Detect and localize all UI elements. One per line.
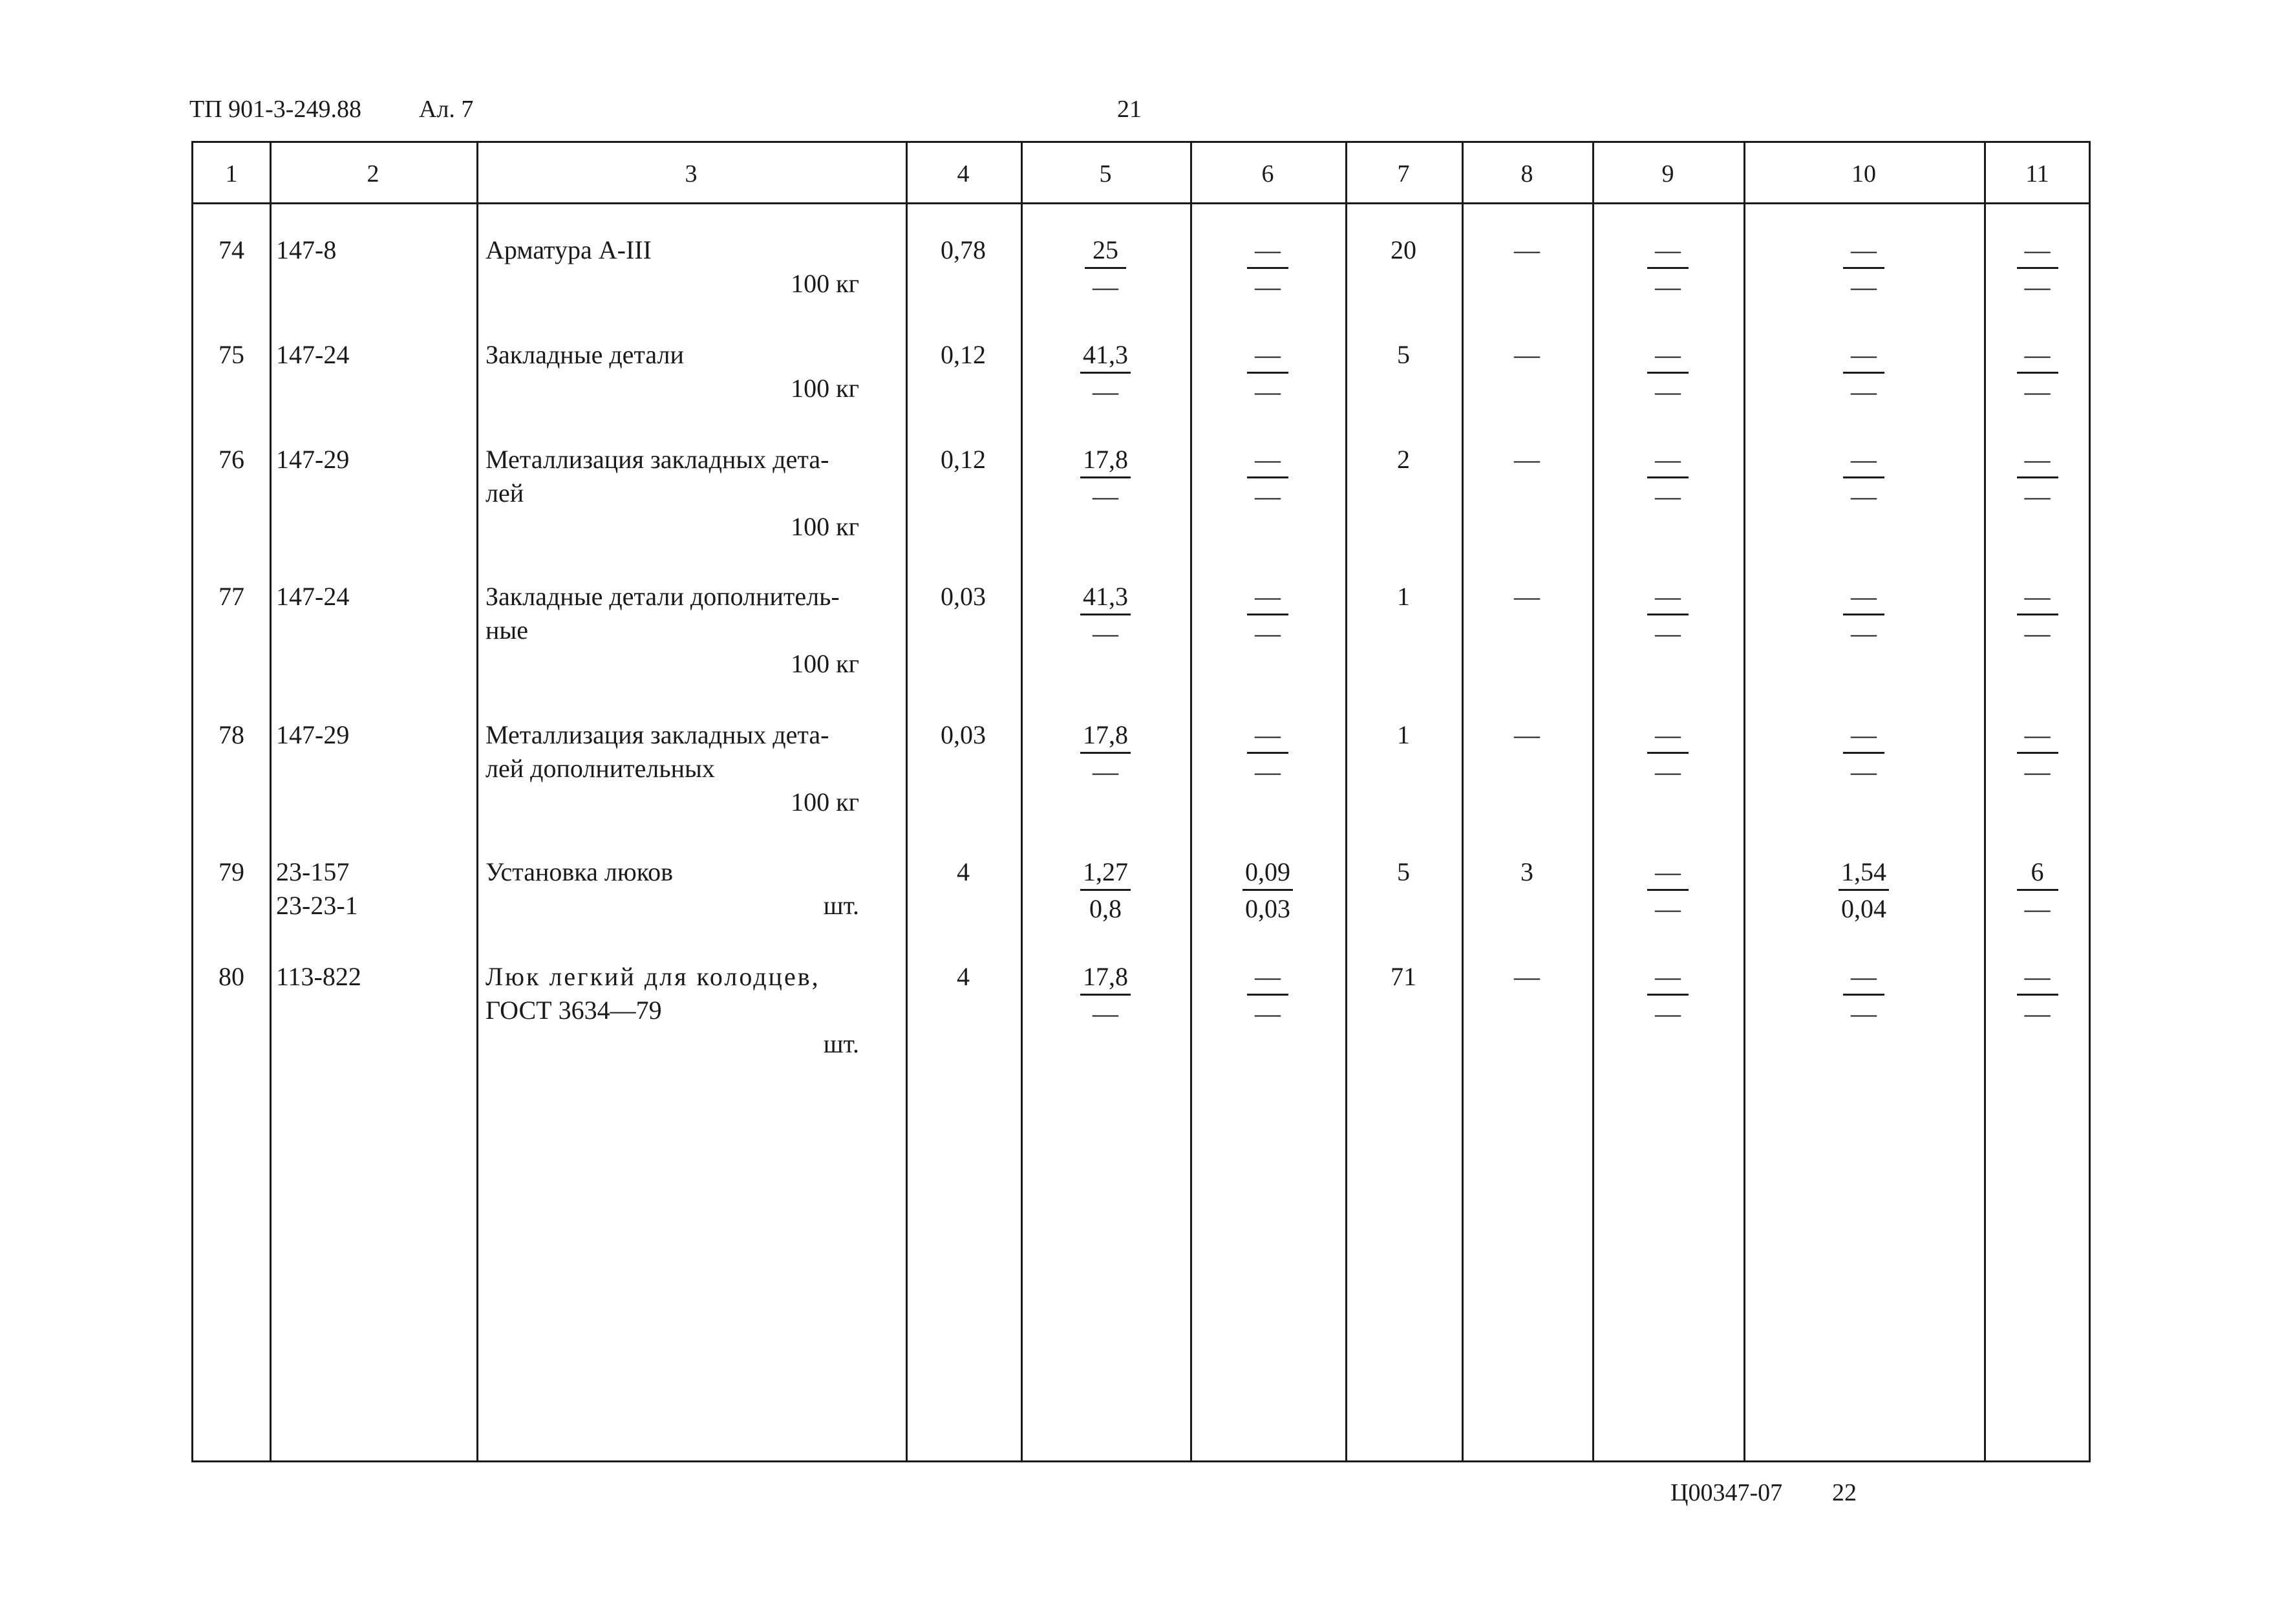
description-line: Металлизация закладных дета- xyxy=(485,445,829,474)
column-divider xyxy=(476,143,478,1460)
norm-code: 113-822 xyxy=(276,962,361,991)
labor-cost-fraction xyxy=(1825,857,1903,924)
total-wage: 3 xyxy=(1520,857,1533,886)
row-number: 79 xyxy=(219,857,244,886)
labor-cost-fraction xyxy=(1825,961,1903,1029)
unit-cost-fraction xyxy=(1067,961,1144,1029)
total-cost: 2 xyxy=(1397,445,1410,474)
wage-fraction xyxy=(1229,444,1306,512)
page-number: 21 xyxy=(1117,96,1142,123)
total-cost: 1 xyxy=(1397,720,1410,749)
labor-cost-fraction-denominator: — xyxy=(1851,482,1877,511)
norm-code: 23-157 xyxy=(276,857,350,886)
norm-code: 147-24 xyxy=(276,582,350,611)
quantity: 0,12 xyxy=(941,445,986,474)
machine-cost-fraction-denominator: — xyxy=(1655,482,1681,511)
total-cost: 5 xyxy=(1397,340,1410,369)
wage-fraction-numerator: — xyxy=(1247,444,1288,478)
norm-code: 147-29 xyxy=(276,445,350,474)
unit-of-measure: 100 кг xyxy=(791,787,859,817)
row-number: 77 xyxy=(219,582,244,611)
column-number: 8 xyxy=(1520,160,1533,187)
labor-cost-fraction xyxy=(1825,720,1903,787)
labor-cost-fraction-numerator: — xyxy=(1843,339,1884,374)
unit-cost-fraction xyxy=(1067,581,1144,649)
unit-cost-fraction-denominator: — xyxy=(1093,999,1118,1028)
column-number: 5 xyxy=(1099,160,1112,187)
description-line: ГОСТ 3634—79 xyxy=(485,996,662,1025)
labor-cost-fraction xyxy=(1825,581,1903,649)
machine-cost-fraction-denominator: — xyxy=(1655,377,1681,406)
machine-cost-fraction-numerator: — xyxy=(1647,235,1689,269)
labor-cost-fraction-numerator: — xyxy=(1843,444,1884,478)
extra-fraction xyxy=(1999,857,2076,924)
total-wage: — xyxy=(1514,445,1540,474)
column-divider xyxy=(270,143,272,1460)
labor-cost-fraction xyxy=(1825,339,1903,407)
machine-cost-fraction xyxy=(1629,857,1707,924)
column-number: 6 xyxy=(1261,160,1274,187)
extra-fraction-denominator: — xyxy=(2024,894,2051,923)
labor-cost-fraction-numerator: 1,54 xyxy=(1839,857,1889,891)
column-divider xyxy=(1190,143,1192,1460)
unit-cost-fraction-numerator: 25 xyxy=(1085,235,1126,269)
document-code: ТП 901-3-249.88 xyxy=(189,96,361,123)
machine-cost-fraction-numerator: — xyxy=(1647,444,1689,478)
column-number: 1 xyxy=(225,160,238,187)
unit-of-measure: 100 кг xyxy=(791,649,859,678)
machine-cost-fraction-denominator: — xyxy=(1655,619,1681,648)
row-number: 80 xyxy=(219,962,244,991)
norm-code: 147-8 xyxy=(276,235,337,264)
column-number: 3 xyxy=(685,160,698,187)
unit-cost-fraction xyxy=(1067,235,1144,303)
description-line: Люк легкий для колодцев, xyxy=(485,962,820,991)
extra-fraction xyxy=(1999,339,2076,407)
unit-cost-fraction xyxy=(1067,339,1144,407)
unit-cost-fraction-numerator: 17,8 xyxy=(1080,720,1131,754)
total-cost: 20 xyxy=(1391,235,1416,264)
extra-fraction-denominator: — xyxy=(2024,272,2051,301)
work-description xyxy=(485,855,899,923)
total-wage: — xyxy=(1514,582,1540,611)
machine-cost-fraction xyxy=(1629,235,1707,303)
unit-cost-fraction xyxy=(1067,444,1144,512)
total-cost: 5 xyxy=(1397,857,1410,886)
quantity: 0,03 xyxy=(941,582,986,611)
machine-cost-fraction-numerator: — xyxy=(1647,961,1689,996)
wage-fraction xyxy=(1229,720,1306,787)
extra-fraction-numerator: 6 xyxy=(2017,857,2058,891)
footer-page-number: 22 xyxy=(1832,1479,1857,1506)
description-line: лей дополнительных xyxy=(485,754,715,783)
total-wage: — xyxy=(1514,720,1540,749)
machine-cost-fraction-denominator: — xyxy=(1655,757,1681,786)
row-number: 75 xyxy=(219,340,244,369)
footer-code: Ц00347-07 xyxy=(1670,1479,1783,1506)
sheet-label: Ал. 7 xyxy=(419,96,474,123)
unit-of-measure: шт. xyxy=(823,891,859,920)
machine-cost-fraction xyxy=(1629,339,1707,407)
extra-fraction-numerator: — xyxy=(2017,581,2058,615)
column-divider xyxy=(1743,143,1745,1460)
description-line: Закладные детали xyxy=(485,340,684,369)
norm-code: 147-29 xyxy=(276,720,350,749)
column-number: 2 xyxy=(367,160,379,187)
labor-cost-fraction-numerator: — xyxy=(1843,581,1884,615)
unit-cost-fraction-numerator: 17,8 xyxy=(1080,961,1131,996)
wage-fraction-numerator: — xyxy=(1247,961,1288,996)
extra-fraction-denominator: — xyxy=(2024,482,2051,511)
wage-fraction-numerator: — xyxy=(1247,581,1288,615)
machine-cost-fraction xyxy=(1629,581,1707,649)
wage-fraction-numerator: — xyxy=(1247,720,1288,754)
wage-fraction-numerator: — xyxy=(1247,235,1288,269)
labor-cost-fraction-denominator: 0,04 xyxy=(1841,894,1886,923)
labor-cost-fraction-denominator: — xyxy=(1851,619,1877,648)
description-line: Арматура А-III xyxy=(485,235,652,264)
wage-fraction xyxy=(1229,235,1306,303)
extra-fraction xyxy=(1999,720,2076,787)
extra-fraction-numerator: — xyxy=(2017,961,2058,996)
labor-cost-fraction-numerator: — xyxy=(1843,961,1884,996)
work-description xyxy=(485,443,899,544)
extra-fraction-denominator: — xyxy=(2024,619,2051,648)
quantity: 0,78 xyxy=(941,235,986,264)
machine-cost-fraction xyxy=(1629,720,1707,787)
labor-cost-fraction-denominator: — xyxy=(1851,377,1877,406)
machine-cost-fraction-numerator: — xyxy=(1647,339,1689,374)
row-number: 76 xyxy=(219,445,244,474)
wage-fraction xyxy=(1229,961,1306,1029)
labor-cost-fraction-numerator: — xyxy=(1843,235,1884,269)
extra-fraction-numerator: — xyxy=(2017,235,2058,269)
quantity: 0,03 xyxy=(941,720,986,749)
total-cost: 71 xyxy=(1391,962,1416,991)
wage-fraction-denominator: — xyxy=(1255,757,1281,786)
unit-of-measure: 100 кг xyxy=(791,512,859,541)
unit-of-measure: шт. xyxy=(823,1029,859,1058)
labor-cost-fraction-denominator: — xyxy=(1851,999,1877,1028)
extra-fraction-numerator: — xyxy=(2017,339,2058,374)
unit-cost-fraction-denominator: — xyxy=(1093,377,1118,406)
column-divider xyxy=(1592,143,1594,1460)
unit-cost-fraction-numerator: 17,8 xyxy=(1080,444,1131,478)
machine-cost-fraction xyxy=(1629,444,1707,512)
unit-cost-fraction-denominator: 0,8 xyxy=(1089,894,1122,923)
column-number: 7 xyxy=(1397,160,1410,187)
extra-fraction-numerator: — xyxy=(2017,444,2058,478)
column-number: 9 xyxy=(1661,160,1674,187)
labor-cost-fraction xyxy=(1825,235,1903,303)
machine-cost-fraction-denominator: — xyxy=(1655,272,1681,301)
labor-cost-fraction-denominator: — xyxy=(1851,272,1877,301)
wage-fraction-numerator: — xyxy=(1247,339,1288,374)
extra-fraction-numerator: — xyxy=(2017,720,2058,754)
wage-fraction xyxy=(1229,339,1306,407)
extra-fraction xyxy=(1999,444,2076,512)
column-number: 11 xyxy=(2025,160,2049,187)
column-number: 10 xyxy=(1851,160,1876,187)
header-divider xyxy=(193,202,2089,204)
machine-cost-fraction-denominator: — xyxy=(1655,999,1681,1028)
quantity: 0,12 xyxy=(941,340,986,369)
wage-fraction-denominator: 0,03 xyxy=(1245,894,1290,923)
description-line: Металлизация закладных дета- xyxy=(485,720,829,749)
row-number: 78 xyxy=(219,720,244,749)
machine-cost-fraction-numerator: — xyxy=(1647,720,1689,754)
norm-code: 147-24 xyxy=(276,340,350,369)
work-description xyxy=(485,580,899,681)
quantity: 4 xyxy=(957,857,970,886)
description-line: лей xyxy=(485,478,524,508)
machine-cost-fraction-denominator: — xyxy=(1655,894,1681,923)
labor-cost-fraction-denominator: — xyxy=(1851,757,1877,786)
machine-cost-fraction xyxy=(1629,961,1707,1029)
extra-fraction-denominator: — xyxy=(2024,999,2051,1028)
unit-cost-fraction-denominator: — xyxy=(1093,619,1118,648)
unit-cost-fraction-denominator: — xyxy=(1093,482,1118,511)
estimate-table xyxy=(191,141,2091,1462)
wage-fraction xyxy=(1229,857,1306,924)
row-number: 74 xyxy=(219,235,244,264)
work-description xyxy=(485,718,899,819)
extra-fraction xyxy=(1999,961,2076,1029)
unit-of-measure: 100 кг xyxy=(791,374,859,403)
total-wage: — xyxy=(1514,340,1540,369)
wage-fraction-denominator: — xyxy=(1255,377,1281,406)
description-line: Закладные детали дополнитель- xyxy=(485,582,840,611)
extra-fraction-denominator: — xyxy=(2024,757,2051,786)
unit-cost-fraction-denominator: — xyxy=(1093,757,1118,786)
extra-fraction xyxy=(1999,235,2076,303)
machine-cost-fraction-numerator: — xyxy=(1647,581,1689,615)
column-divider xyxy=(1021,143,1023,1460)
quantity: 4 xyxy=(957,962,970,991)
work-description xyxy=(485,338,899,405)
unit-cost-fraction-numerator: 41,3 xyxy=(1080,581,1131,615)
total-wage: — xyxy=(1514,235,1540,264)
unit-cost-fraction-numerator: 41,3 xyxy=(1080,339,1131,374)
total-cost: 1 xyxy=(1397,582,1410,611)
work-description xyxy=(485,233,899,301)
wage-fraction-denominator: — xyxy=(1255,619,1281,648)
description-line: ные xyxy=(485,615,529,645)
labor-cost-fraction-numerator: — xyxy=(1843,720,1884,754)
unit-cost-fraction xyxy=(1067,857,1144,924)
wage-fraction xyxy=(1229,581,1306,649)
unit-cost-fraction xyxy=(1067,720,1144,787)
extra-fraction-denominator: — xyxy=(2024,377,2051,406)
labor-cost-fraction xyxy=(1825,444,1903,512)
norm-code: 23-23-1 xyxy=(276,891,358,920)
unit-cost-fraction-denominator: — xyxy=(1093,272,1118,301)
description-line: Установка люков xyxy=(485,857,673,886)
column-number: 4 xyxy=(957,160,970,187)
wage-fraction-denominator: — xyxy=(1255,272,1281,301)
wage-fraction-denominator: — xyxy=(1255,482,1281,511)
work-description xyxy=(485,960,899,1061)
unit-of-measure: 100 кг xyxy=(791,269,859,298)
column-divider xyxy=(1984,143,1986,1460)
wage-fraction-numerator: 0,09 xyxy=(1242,857,1293,891)
extra-fraction xyxy=(1999,581,2076,649)
machine-cost-fraction-numerator: — xyxy=(1647,857,1689,891)
unit-cost-fraction-numerator: 1,27 xyxy=(1080,857,1131,891)
total-wage: — xyxy=(1514,962,1540,991)
wage-fraction-denominator: — xyxy=(1255,999,1281,1028)
